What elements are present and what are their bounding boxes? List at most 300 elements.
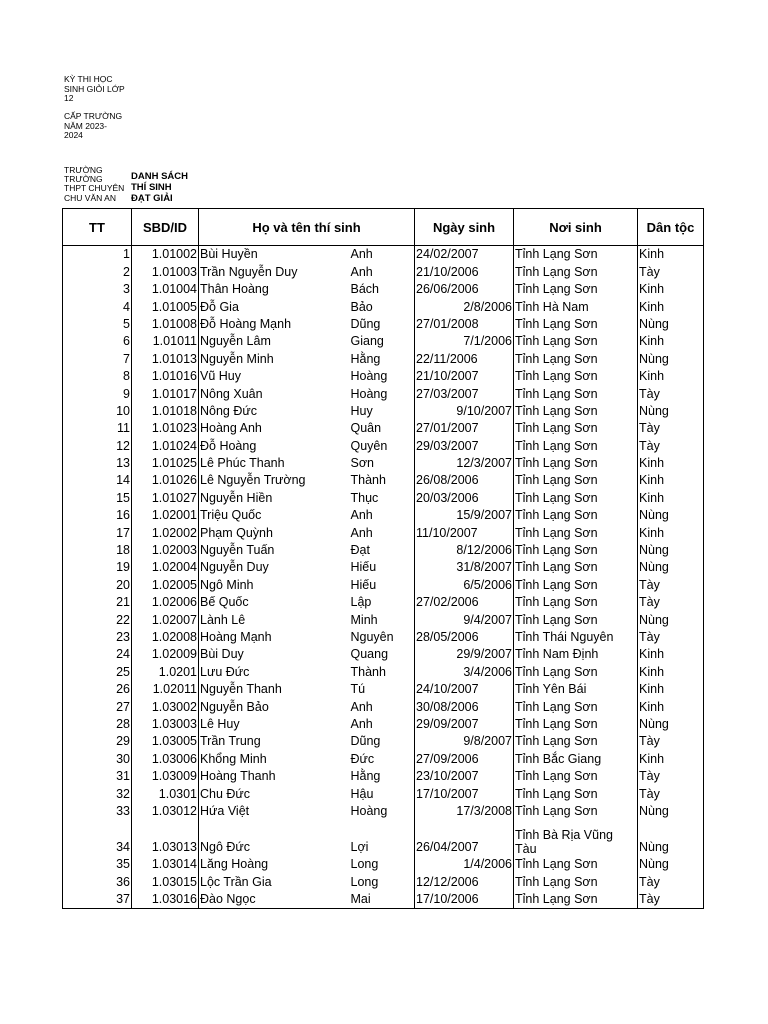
birthplace: Tỉnh Lạng Sơn bbox=[514, 420, 638, 437]
candidate-id: 1.03016 bbox=[132, 891, 199, 909]
candidate-id: 1.02011 bbox=[132, 681, 199, 698]
family-name: Triệu Quốc bbox=[199, 507, 350, 524]
candidate-id: 1.0201 bbox=[132, 663, 199, 680]
given-name: Quang bbox=[350, 646, 415, 663]
given-name: Thục bbox=[350, 489, 415, 506]
family-name: Lăng Hoàng bbox=[199, 856, 350, 873]
table-row bbox=[63, 663, 704, 680]
family-name: Nguyễn Lâm bbox=[199, 333, 350, 350]
candidate-id: 1.01017 bbox=[132, 385, 199, 402]
table-row bbox=[63, 281, 704, 298]
family-name: Nông Xuân bbox=[199, 385, 350, 402]
candidate-id: 1.03005 bbox=[132, 733, 199, 750]
table-row bbox=[63, 856, 704, 873]
candidate-id: 1.01008 bbox=[132, 316, 199, 333]
birth-date: 29/03/2007 bbox=[415, 437, 514, 454]
table-row bbox=[63, 559, 704, 576]
given-name: Bách bbox=[350, 281, 415, 298]
candidate-id: 1.02002 bbox=[132, 524, 199, 541]
ethnicity: Kinh bbox=[638, 489, 704, 506]
row-number: 13 bbox=[63, 455, 132, 472]
row-number: 25 bbox=[63, 663, 132, 680]
row-number: 4 bbox=[63, 298, 132, 315]
ethnicity: Kinh bbox=[638, 455, 704, 472]
exam-title: KỲ THI HỌC SINH GIỎI LỚP 12 bbox=[64, 74, 125, 103]
family-name: Ngô Minh bbox=[199, 576, 350, 593]
birthplace: Tỉnh Bắc Giang bbox=[514, 750, 638, 767]
row-number: 31 bbox=[63, 768, 132, 785]
table-row bbox=[63, 507, 704, 524]
row-number: 23 bbox=[63, 629, 132, 646]
ethnicity: Tày bbox=[638, 437, 704, 454]
given-name: Giang bbox=[350, 333, 415, 350]
family-name: Hoàng Thanh bbox=[199, 768, 350, 785]
table-row bbox=[63, 385, 704, 402]
family-name: Nông Đức bbox=[199, 403, 350, 420]
family-name: Phạm Quỳnh bbox=[199, 524, 350, 541]
table-row bbox=[63, 681, 704, 698]
birthplace: Tỉnh Lạng Sơn bbox=[514, 455, 638, 472]
candidate-id: 1.02007 bbox=[132, 611, 199, 628]
given-name: Dũng bbox=[350, 316, 415, 333]
given-name: Anh bbox=[350, 716, 415, 733]
ethnicity: Nùng bbox=[638, 820, 704, 856]
given-name: Hoàng bbox=[350, 803, 415, 820]
given-name: Quyên bbox=[350, 437, 415, 454]
family-name: Nguyễn Duy bbox=[199, 559, 350, 576]
given-name: Anh bbox=[350, 524, 415, 541]
row-number: 29 bbox=[63, 733, 132, 750]
birth-date: 2/8/2006 bbox=[415, 298, 514, 315]
table-row bbox=[63, 298, 704, 315]
given-name: Anh bbox=[350, 263, 415, 280]
birthplace: Tỉnh Lạng Sơn bbox=[514, 507, 638, 524]
family-name: Lê Phúc Thanh bbox=[199, 455, 350, 472]
birth-date: 26/08/2006 bbox=[415, 472, 514, 489]
table-row bbox=[63, 768, 704, 785]
given-name: Hoàng bbox=[350, 368, 415, 385]
table-row bbox=[63, 576, 704, 593]
candidate-id: 1.03012 bbox=[132, 803, 199, 820]
candidate-id: 1.03014 bbox=[132, 856, 199, 873]
table-row bbox=[63, 803, 704, 820]
family-name: Lành Lê bbox=[199, 611, 350, 628]
row-number: 33 bbox=[63, 803, 132, 820]
table-row bbox=[63, 403, 704, 420]
row-number: 18 bbox=[63, 542, 132, 559]
table-row bbox=[63, 316, 704, 333]
row-number: 5 bbox=[63, 316, 132, 333]
birth-date: 27/01/2008 bbox=[415, 316, 514, 333]
row-number: 37 bbox=[63, 891, 132, 909]
row-number: 1 bbox=[63, 246, 132, 264]
table-header-row bbox=[63, 209, 704, 246]
table-row bbox=[63, 820, 704, 856]
birthplace: Tỉnh Lạng Sơn bbox=[514, 663, 638, 680]
candidate-id: 1.03013 bbox=[132, 820, 199, 856]
table-row bbox=[63, 420, 704, 437]
table-row bbox=[63, 873, 704, 890]
birth-date: 26/06/2006 bbox=[415, 281, 514, 298]
birth-date: 29/09/2007 bbox=[415, 716, 514, 733]
candidate-id: 1.02003 bbox=[132, 542, 199, 559]
row-number: 9 bbox=[63, 385, 132, 402]
given-name: Quân bbox=[350, 420, 415, 437]
school-name: TRƯỜNG TRƯỜNG THPT CHUYÊN CHU VĂN AN bbox=[64, 165, 125, 203]
ethnicity: Tày bbox=[638, 891, 704, 909]
ethnicity: Tày bbox=[638, 594, 704, 611]
ethnicity: Tày bbox=[638, 420, 704, 437]
family-name: Trần Nguyễn Duy bbox=[199, 263, 350, 280]
candidate-id: 1.03009 bbox=[132, 768, 199, 785]
birthplace: Tỉnh Lạng Sơn bbox=[514, 542, 638, 559]
birthplace: Tỉnh Lạng Sơn bbox=[514, 263, 638, 280]
ethnicity: Nùng bbox=[638, 507, 704, 524]
row-number: 7 bbox=[63, 350, 132, 367]
ethnicity: Nùng bbox=[638, 350, 704, 367]
given-name: Anh bbox=[350, 507, 415, 524]
row-number: 14 bbox=[63, 472, 132, 489]
birth-date: 29/9/2007 bbox=[415, 646, 514, 663]
candidate-id: 1.01005 bbox=[132, 298, 199, 315]
birthplace: Tỉnh Lạng Sơn bbox=[514, 403, 638, 420]
birthplace: Tỉnh Lạng Sơn bbox=[514, 891, 638, 909]
ethnicity: Nùng bbox=[638, 542, 704, 559]
candidate-id: 1.01023 bbox=[132, 420, 199, 437]
table-row bbox=[63, 611, 704, 628]
row-number: 26 bbox=[63, 681, 132, 698]
family-name: Lê Huy bbox=[199, 716, 350, 733]
family-name: Nguyễn Bảo bbox=[199, 698, 350, 715]
ethnicity: Nùng bbox=[638, 716, 704, 733]
family-name: Lê Nguyễn Trường bbox=[199, 472, 350, 489]
family-name: Ngô Đức bbox=[199, 820, 350, 856]
candidate-id: 1.02009 bbox=[132, 646, 199, 663]
family-name: Bùi Huyền bbox=[199, 246, 350, 264]
family-name: Đỗ Gia bbox=[199, 298, 350, 315]
ethnicity: Tày bbox=[638, 733, 704, 750]
family-name: Nguyễn Hiền bbox=[199, 489, 350, 506]
birth-date: 12/12/2006 bbox=[415, 873, 514, 890]
table-row bbox=[63, 750, 704, 767]
row-number: 6 bbox=[63, 333, 132, 350]
given-name: Hoàng bbox=[350, 385, 415, 402]
given-name: Thành bbox=[350, 472, 415, 489]
row-number: 17 bbox=[63, 524, 132, 541]
given-name: Anh bbox=[350, 246, 415, 264]
family-name: Nguyễn Thanh bbox=[199, 681, 350, 698]
row-number: 12 bbox=[63, 437, 132, 454]
given-name: Sơn bbox=[350, 455, 415, 472]
birth-date: 28/05/2006 bbox=[415, 629, 514, 646]
family-name: Đỗ Hoàng bbox=[199, 437, 350, 454]
birthplace: Tỉnh Lạng Sơn bbox=[514, 350, 638, 367]
family-name: Vũ Huy bbox=[199, 368, 350, 385]
birthplace: Tỉnh Lạng Sơn bbox=[514, 385, 638, 402]
given-name: Huy bbox=[350, 403, 415, 420]
birthplace: Tỉnh Lạng Sơn bbox=[514, 716, 638, 733]
ethnicity: Kinh bbox=[638, 472, 704, 489]
birth-date: 27/02/2006 bbox=[415, 594, 514, 611]
row-number: 11 bbox=[63, 420, 132, 437]
birthplace: Tỉnh Lạng Sơn bbox=[514, 437, 638, 454]
birth-date: 1/4/2006 bbox=[415, 856, 514, 873]
family-name: Nguyễn Minh bbox=[199, 350, 350, 367]
table-row bbox=[63, 524, 704, 541]
ethnicity: Kinh bbox=[638, 246, 704, 264]
birth-date: 24/02/2007 bbox=[415, 246, 514, 264]
table-row bbox=[63, 698, 704, 715]
table-row bbox=[63, 594, 704, 611]
family-name: Chu Đức bbox=[199, 785, 350, 802]
birthplace: Tỉnh Lạng Sơn bbox=[514, 524, 638, 541]
birthplace: Tỉnh Lạng Sơn bbox=[514, 856, 638, 873]
column-header-ethnicity: Dân tộc bbox=[638, 209, 704, 246]
ethnicity: Kinh bbox=[638, 698, 704, 715]
table-row bbox=[63, 333, 704, 350]
row-number: 36 bbox=[63, 873, 132, 890]
given-name: Thành bbox=[350, 663, 415, 680]
given-name: Hiếu bbox=[350, 559, 415, 576]
ethnicity: Tày bbox=[638, 873, 704, 890]
birth-date: 9/8/2007 bbox=[415, 733, 514, 750]
column-header-tt: TT bbox=[63, 209, 132, 246]
candidate-id: 1.03002 bbox=[132, 698, 199, 715]
family-name: Hoàng Mạnh bbox=[199, 629, 350, 646]
family-name: Khổng Minh bbox=[199, 750, 350, 767]
ethnicity: Tày bbox=[638, 263, 704, 280]
ethnicity: Kinh bbox=[638, 281, 704, 298]
table-row bbox=[63, 646, 704, 663]
table-row bbox=[63, 472, 704, 489]
row-number: 28 bbox=[63, 716, 132, 733]
row-number: 19 bbox=[63, 559, 132, 576]
row-number: 2 bbox=[63, 263, 132, 280]
family-name: Đào Ngọc bbox=[199, 891, 350, 909]
table-row bbox=[63, 437, 704, 454]
row-number: 35 bbox=[63, 856, 132, 873]
birth-date: 20/03/2006 bbox=[415, 489, 514, 506]
birth-date: 7/1/2006 bbox=[415, 333, 514, 350]
birthplace: Tỉnh Thái Nguyên bbox=[514, 629, 638, 646]
table-row bbox=[63, 455, 704, 472]
birthplace: Tỉnh Lạng Sơn bbox=[514, 611, 638, 628]
candidate-id: 1.02005 bbox=[132, 576, 199, 593]
candidate-id: 1.02006 bbox=[132, 594, 199, 611]
family-name: Hoàng Anh bbox=[199, 420, 350, 437]
row-number: 3 bbox=[63, 281, 132, 298]
column-header-name: Họ và tên thí sinh bbox=[199, 209, 415, 246]
row-number: 20 bbox=[63, 576, 132, 593]
given-name: Long bbox=[350, 873, 415, 890]
given-name: Lập bbox=[350, 594, 415, 611]
school-level: CẤP TRƯỜNG NĂM 2023- 2024 bbox=[64, 111, 123, 140]
given-name: Minh bbox=[350, 611, 415, 628]
candidate-id: 1.01013 bbox=[132, 350, 199, 367]
row-number: 30 bbox=[63, 750, 132, 767]
row-number: 21 bbox=[63, 594, 132, 611]
birthplace: Tỉnh Bà Rịa Vũng Tàu bbox=[514, 820, 638, 856]
family-name: Đỗ Hoàng Mạnh bbox=[199, 316, 350, 333]
ethnicity: Tày bbox=[638, 768, 704, 785]
family-name: Trần Trung bbox=[199, 733, 350, 750]
birth-date: 17/10/2007 bbox=[415, 785, 514, 802]
ethnicity: Nùng bbox=[638, 316, 704, 333]
birthplace: Tỉnh Lạng Sơn bbox=[514, 489, 638, 506]
row-number: 24 bbox=[63, 646, 132, 663]
family-name: Bùi Duy bbox=[199, 646, 350, 663]
table-row bbox=[63, 733, 704, 750]
birth-date: 9/4/2007 bbox=[415, 611, 514, 628]
candidate-id: 1.01016 bbox=[132, 368, 199, 385]
row-number: 16 bbox=[63, 507, 132, 524]
candidate-id: 1.03015 bbox=[132, 873, 199, 890]
column-header-dob: Ngày sinh bbox=[415, 209, 514, 246]
birth-date: 15/9/2007 bbox=[415, 507, 514, 524]
ethnicity: Kinh bbox=[638, 681, 704, 698]
table-row bbox=[63, 489, 704, 506]
family-name: Bế Quốc bbox=[199, 594, 350, 611]
ethnicity: Kinh bbox=[638, 524, 704, 541]
birth-date: 31/8/2007 bbox=[415, 559, 514, 576]
birthplace: Tỉnh Lạng Sơn bbox=[514, 368, 638, 385]
column-header-sbd: SBD/ID bbox=[132, 209, 199, 246]
birthplace: Tỉnh Lạng Sơn bbox=[514, 594, 638, 611]
birth-date: 27/01/2007 bbox=[415, 420, 514, 437]
ethnicity: Nùng bbox=[638, 856, 704, 873]
birthplace: Tỉnh Lạng Sơn bbox=[514, 472, 638, 489]
family-name: Thân Hoàng bbox=[199, 281, 350, 298]
candidate-id: 1.01002 bbox=[132, 246, 199, 264]
ethnicity: Kinh bbox=[638, 368, 704, 385]
candidate-id: 1.01003 bbox=[132, 263, 199, 280]
table-row bbox=[63, 246, 704, 264]
given-name: Bảo bbox=[350, 298, 415, 315]
candidate-id: 1.01024 bbox=[132, 437, 199, 454]
birth-date: 17/3/2008 bbox=[415, 803, 514, 820]
column-header-birthplace: Nơi sinh bbox=[514, 209, 638, 246]
table-row bbox=[63, 785, 704, 802]
candidate-id: 1.02004 bbox=[132, 559, 199, 576]
given-name: Đạt bbox=[350, 542, 415, 559]
table-row bbox=[63, 368, 704, 385]
birth-date: 6/5/2006 bbox=[415, 576, 514, 593]
ethnicity: Tày bbox=[638, 785, 704, 802]
birthplace: Tỉnh Lạng Sơn bbox=[514, 281, 638, 298]
given-name: Đức bbox=[350, 750, 415, 767]
given-name: Nguyên bbox=[350, 629, 415, 646]
candidate-id: 1.01026 bbox=[132, 472, 199, 489]
table-row bbox=[63, 542, 704, 559]
birthplace: Tỉnh Lạng Sơn bbox=[514, 333, 638, 350]
given-name: Long bbox=[350, 856, 415, 873]
birth-date: 30/08/2006 bbox=[415, 698, 514, 715]
list-title: DANH SÁCH THÍ SINH ĐẠT GIẢI bbox=[131, 171, 188, 204]
birthplace: Tỉnh Lạng Sơn bbox=[514, 316, 638, 333]
ethnicity: Tày bbox=[638, 385, 704, 402]
given-name: Tú bbox=[350, 681, 415, 698]
birthplace: Tỉnh Hà Nam bbox=[514, 298, 638, 315]
row-number: 32 bbox=[63, 785, 132, 802]
ethnicity: Tày bbox=[638, 576, 704, 593]
candidate-id: 1.03006 bbox=[132, 750, 199, 767]
ethnicity: Kinh bbox=[638, 750, 704, 767]
given-name: Hằng bbox=[350, 768, 415, 785]
birth-date: 12/3/2007 bbox=[415, 455, 514, 472]
table-row bbox=[63, 350, 704, 367]
candidate-id: 1.03003 bbox=[132, 716, 199, 733]
birth-date: 3/4/2006 bbox=[415, 663, 514, 680]
ethnicity: Nùng bbox=[638, 559, 704, 576]
ethnicity: Kinh bbox=[638, 333, 704, 350]
birthplace: Tỉnh Lạng Sơn bbox=[514, 768, 638, 785]
candidate-id: 1.01011 bbox=[132, 333, 199, 350]
birth-date: 26/04/2007 bbox=[415, 820, 514, 856]
birthplace: Tỉnh Lạng Sơn bbox=[514, 803, 638, 820]
given-name: Hiếu bbox=[350, 576, 415, 593]
birth-date: 23/10/2007 bbox=[415, 768, 514, 785]
given-name: Mai bbox=[350, 891, 415, 909]
given-name: Anh bbox=[350, 698, 415, 715]
birthplace: Tỉnh Yên Bái bbox=[514, 681, 638, 698]
table-row bbox=[63, 263, 704, 280]
birthplace: Tỉnh Lạng Sơn bbox=[514, 246, 638, 264]
birth-date: 17/10/2006 bbox=[415, 891, 514, 909]
results-table bbox=[62, 208, 704, 909]
birth-date: 21/10/2007 bbox=[415, 368, 514, 385]
family-name: Nguyễn Tuấn bbox=[199, 542, 350, 559]
ethnicity: Kinh bbox=[638, 646, 704, 663]
birth-date: 11/10/2007 bbox=[415, 524, 514, 541]
birth-date: 22/11/2006 bbox=[415, 350, 514, 367]
birthplace: Tỉnh Lạng Sơn bbox=[514, 576, 638, 593]
birthplace: Tỉnh Nam Định bbox=[514, 646, 638, 663]
ethnicity: Nùng bbox=[638, 403, 704, 420]
row-number: 27 bbox=[63, 698, 132, 715]
birth-date: 27/09/2006 bbox=[415, 750, 514, 767]
family-name: Hứa Việt bbox=[199, 803, 350, 820]
ethnicity: Nùng bbox=[638, 803, 704, 820]
given-name: Hằng bbox=[350, 350, 415, 367]
given-name: Lợi bbox=[350, 820, 415, 856]
candidate-id: 1.01004 bbox=[132, 281, 199, 298]
candidate-id: 1.01018 bbox=[132, 403, 199, 420]
birthplace: Tỉnh Lạng Sơn bbox=[514, 785, 638, 802]
birthplace: Tỉnh Lạng Sơn bbox=[514, 559, 638, 576]
candidate-id: 1.01027 bbox=[132, 489, 199, 506]
birth-date: 9/10/2007 bbox=[415, 403, 514, 420]
birth-date: 24/10/2007 bbox=[415, 681, 514, 698]
ethnicity: Kinh bbox=[638, 663, 704, 680]
candidate-id: 1.0301 bbox=[132, 785, 199, 802]
birthplace: Tỉnh Lạng Sơn bbox=[514, 873, 638, 890]
birthplace: Tỉnh Lạng Sơn bbox=[514, 698, 638, 715]
birth-date: 21/10/2006 bbox=[415, 263, 514, 280]
ethnicity: Nùng bbox=[638, 611, 704, 628]
row-number: 34 bbox=[63, 820, 132, 856]
given-name: Dũng bbox=[350, 733, 415, 750]
family-name: Lưu Đức bbox=[199, 663, 350, 680]
ethnicity: Kinh bbox=[638, 298, 704, 315]
ethnicity: Tày bbox=[638, 629, 704, 646]
birth-date: 27/03/2007 bbox=[415, 385, 514, 402]
table-row bbox=[63, 891, 704, 909]
row-number: 10 bbox=[63, 403, 132, 420]
row-number: 22 bbox=[63, 611, 132, 628]
table-row bbox=[63, 716, 704, 733]
family-name: Lộc Trần Gia bbox=[199, 873, 350, 890]
candidate-id: 1.02008 bbox=[132, 629, 199, 646]
